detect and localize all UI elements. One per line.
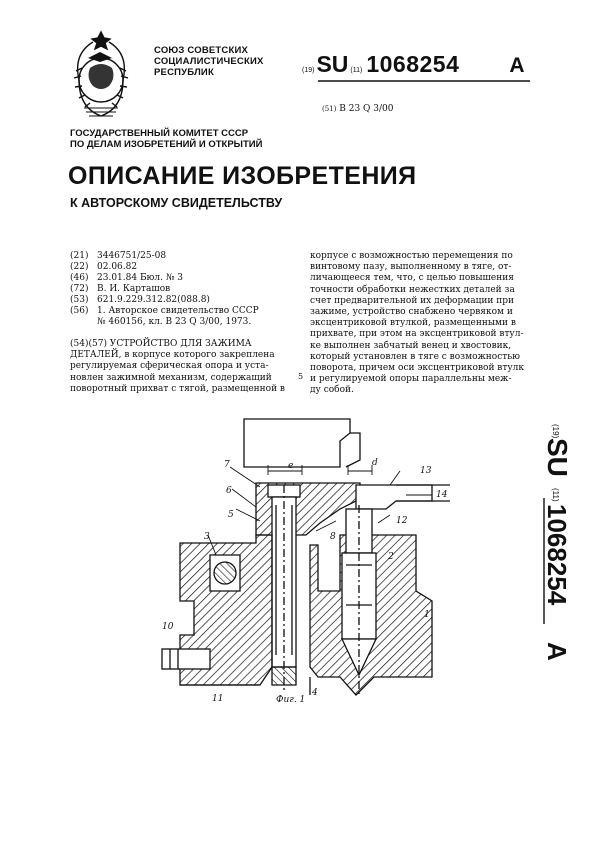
abstract-line: ДЕТАЛЕЙ, в корпусе которого закреплена [70, 350, 275, 361]
biblio-row [70, 284, 292, 295]
biblio-code: (72) [70, 284, 89, 294]
patent-number-rule [318, 79, 530, 83]
vertical-number: 1068254 [542, 504, 572, 606]
biblio-text: 02.06.82 [97, 262, 138, 272]
abstract-line: и регулируемой опоры параллельны меж- [310, 374, 512, 385]
abstract-line: новлен зажимной механизм, содержащий [70, 372, 272, 383]
part-label-6: 6 [226, 486, 232, 496]
vertical-kind: A [542, 642, 572, 661]
abstract-line: точности обработки нежестких деталей за [310, 284, 515, 295]
biblio-row [70, 251, 292, 262]
committee-name [70, 128, 262, 150]
committee-line-2: ПО ДЕЛАМ ИЗОБРЕТЕНИЙ И ОТКРЫТИЙ [70, 139, 263, 150]
dim-label-d: d [372, 458, 378, 468]
biblio-code: (46) [70, 273, 89, 283]
abstract-line: корпусе с возможностью перемещения по [310, 251, 513, 261]
abstract-line: винтовому пазу, выполненному в тяге, от- [310, 262, 512, 273]
committee-line-1: ГОСУДАРСТВЕННЫЙ КОМИТЕТ СССР [70, 128, 249, 139]
abstract-line: личающееся тем, что, с целью повышения [310, 273, 514, 284]
biblio-row [70, 262, 292, 273]
biblio-code [70, 317, 97, 328]
biblio-text: 23.01.84 Бюл. № 3 [97, 273, 183, 283]
part-label-8: 8 [330, 532, 336, 542]
biblio-code: (22) [70, 262, 89, 272]
biblio-row [70, 295, 292, 306]
part-label-14: 14 [436, 490, 448, 500]
vertical-code-19: (19) [551, 424, 560, 439]
biblio-row [70, 306, 292, 317]
patent-number-block [302, 52, 525, 78]
vertical-patent-number [528, 424, 588, 676]
abstract-line: поворотный прихват с тягой, размещенной в [70, 383, 285, 394]
union-name [154, 45, 264, 78]
part-label-4: 4 [312, 688, 318, 698]
part-label-2: 2 [388, 552, 394, 562]
union-line-1: СОЮЗ СОВЕТСКИХ [154, 45, 249, 56]
abstract-right-column [310, 251, 532, 397]
biblio-text: 621.9.229.312.82(088.8) [97, 295, 210, 305]
code-19: (19) [302, 67, 315, 74]
part-label-1: 1 [424, 610, 430, 620]
union-line-2: СОЦИАЛИСТИЧЕСКИХ [154, 56, 264, 67]
figure-caption: Фиг. 1 [276, 695, 306, 705]
abstract-line: ду собой. [310, 385, 354, 396]
biblio-row [70, 273, 292, 284]
document-title: ОПИСАНИЕ ИЗОБРЕТЕНИЯ [68, 162, 417, 190]
biblio-code: (56) [70, 306, 89, 316]
abstract-line: регулируемая сферическая опора и уста- [70, 361, 269, 372]
ipc-code: (51) [322, 105, 337, 113]
part-label-10: 10 [162, 622, 174, 632]
part-label-3: 3 [204, 532, 210, 542]
code-11: (11) [350, 67, 363, 74]
ussr-emblem [62, 28, 140, 124]
country-code: SU [316, 51, 349, 77]
biblio-text: 3446751/25-08 [97, 251, 167, 261]
abstract-line: поворота, причем оси эксцентриковой втулк [310, 363, 524, 374]
biblio-text: В. И. Карташов [97, 284, 171, 294]
biblio-code: (21) [70, 251, 89, 261]
biblio-text: № 460156, кл. В 23 Q 3/00, 1973. [97, 317, 252, 327]
part-label-12: 12 [396, 516, 408, 526]
patent-number: 1068254 [366, 51, 460, 77]
part-label-13: 13 [420, 466, 432, 476]
biblio-text: 1. Авторское свидетельство СССР [97, 306, 259, 316]
abstract-line: ке выполнен забчатый венец и хвостовик, [310, 340, 512, 351]
technical-drawing [160, 405, 460, 710]
abstract-line: счет предварительной их деформации при [310, 295, 514, 306]
abstract-left-column [70, 339, 292, 395]
line-number-marker: 5 [298, 372, 304, 381]
part-label-5: 5 [228, 510, 234, 520]
abstract-line: который установлен в тяге с возможностью [310, 351, 520, 362]
dim-label-e: e [288, 461, 294, 471]
biblio-row [70, 317, 292, 328]
abstract-line: прихвате, при этом на эксцентриковой втул- [310, 329, 524, 340]
abstract-line: (54)(57) УСТРОЙСТВО ДЛЯ ЗАЖИМА [70, 339, 252, 349]
abstract-line: зажиме, устройство снабжено червяком и [310, 307, 513, 318]
biblio-code: (53) [70, 295, 89, 305]
part-label-11: 11 [212, 694, 224, 704]
vertical-country: SU [542, 438, 573, 477]
union-line-3: РЕСПУБЛИК [154, 67, 214, 78]
ipc-value: B 23 Q 3/00 [339, 104, 394, 114]
document-kind: A [509, 54, 525, 77]
abstract-line: эксцентриковой втулкой, размещенными в [310, 318, 516, 329]
document-subtitle: К АВТОРСКОМУ СВИДЕТЕЛЬСТВУ [70, 196, 283, 210]
vertical-code-11: (11) [551, 488, 560, 502]
ipc-classification [322, 104, 394, 114]
part-label-7: 7 [224, 460, 230, 470]
bibliographic-data [70, 251, 292, 328]
